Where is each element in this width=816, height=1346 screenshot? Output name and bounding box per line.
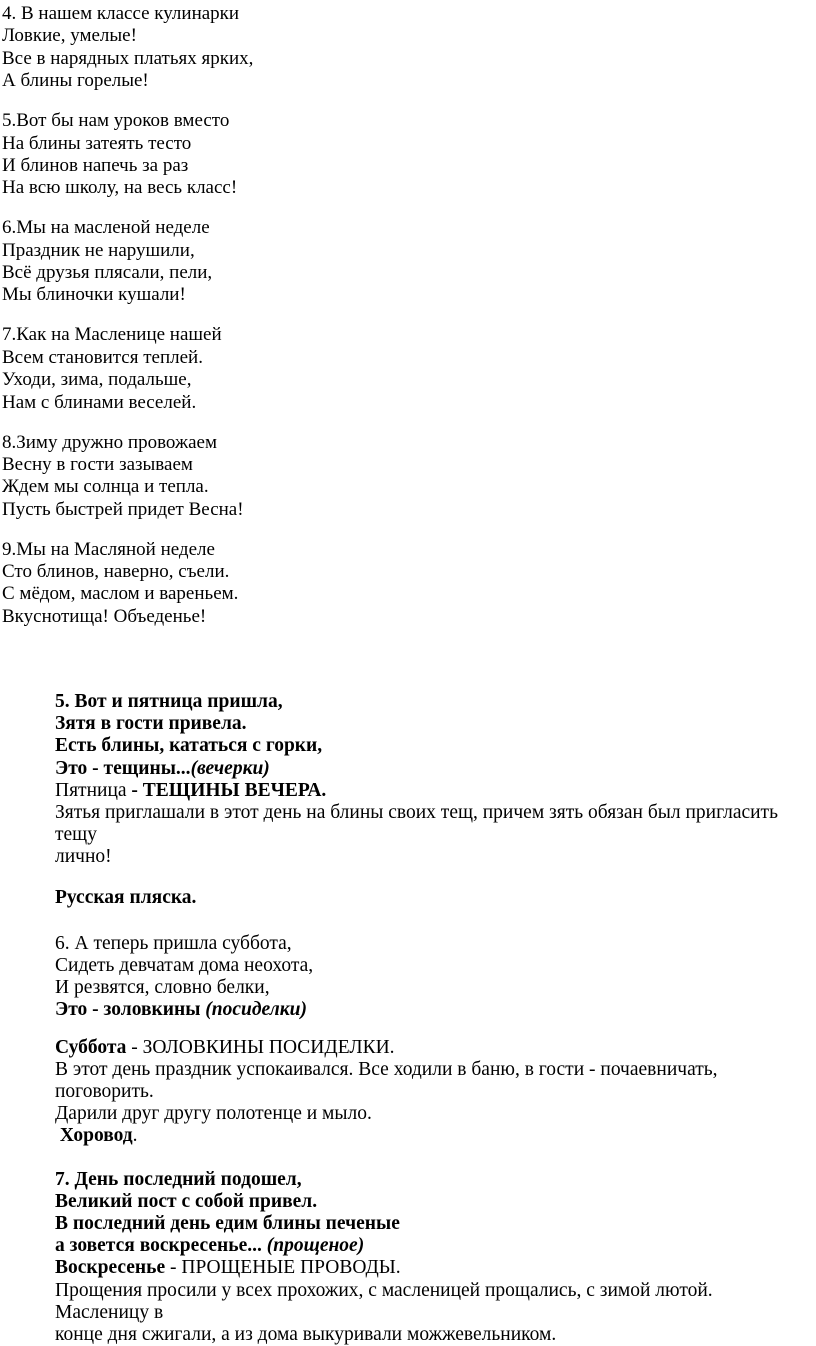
maslenitsa-days-column — [55, 691, 810, 1346]
text-run: Воскресенье — [55, 1257, 166, 1279]
poem-line: 6.Мы на масленой неделе — [2, 217, 210, 239]
text-run: И резвятся, словно белки, — [55, 977, 270, 999]
text-run: лично! — [55, 846, 112, 868]
text-run: 6. А теперь пришла суббота, — [55, 932, 292, 954]
poem-line: И блинов напечь за раз — [2, 154, 189, 176]
text-line — [55, 691, 810, 713]
poem-line: 8.Зиму дружно провожаем — [2, 431, 217, 453]
text-line — [55, 713, 810, 735]
poem-line: Ловкие, умелые! — [2, 25, 137, 47]
poem-line: Сто блинов, наверно, съели. — [2, 561, 230, 583]
text-line — [55, 1059, 810, 1103]
text-line — [55, 887, 810, 909]
poem-line: Всем становится теплей. — [2, 346, 203, 368]
text-run: Суббота — [55, 1036, 127, 1058]
text-run: - ТЕЩИНЫ ВЕЧЕРА. — [131, 779, 327, 801]
poem-line: С мёдом, маслом и вареньем. — [2, 583, 239, 605]
text-run: 5. Вот и пятница пришла, — [55, 691, 283, 712]
text-line — [55, 1169, 810, 1191]
poem-verse-5 — [2, 110, 253, 200]
text-run: Великий пост с собой привел. — [55, 1190, 318, 1212]
text-line — [55, 933, 810, 955]
poem-line: 9.Мы на Масляной неделе — [2, 538, 215, 560]
text-line — [55, 846, 810, 868]
text-line — [55, 1037, 810, 1059]
poem-verse-6 — [2, 217, 253, 307]
text-line — [55, 1280, 810, 1324]
poem-line: Уходи, зима, подальше, — [2, 369, 192, 391]
text-run: а зовется воскресенье... — [55, 1235, 267, 1257]
text-line — [55, 1213, 810, 1235]
text-line — [55, 1103, 810, 1125]
text-line — [55, 780, 810, 802]
poem-line: Всё друзья плясали, пели, — [2, 262, 213, 284]
text-run: 7. День последний подошел, — [55, 1168, 302, 1190]
text-run: Пятница — [55, 779, 132, 801]
text-run: Русская пляска. — [55, 886, 197, 908]
text-run: Хоровод — [59, 1125, 133, 1147]
text-run: Сидеть девчатам дома неохота, — [55, 955, 314, 977]
text-run: - ПРОЩЕНЫЕ ПРОВОДЫ. — [165, 1257, 401, 1279]
text-run: Это - тещины... — [55, 757, 191, 779]
text-run: Зятя в гости привела. — [55, 713, 247, 735]
poem-line: Нам с блинами веселей. — [2, 391, 197, 413]
poem-line: 4. В нашем классе кулинарки — [2, 3, 240, 24]
text-run: Это - золовкины — [55, 999, 206, 1021]
poem-line: А блины горелые! — [2, 70, 149, 92]
poem-column — [2, 3, 253, 628]
poem-line: Праздник не нарушили, — [2, 239, 195, 261]
text-run: В последний день едим блины печеные — [55, 1213, 400, 1235]
text-line — [55, 758, 810, 780]
poem-line: Мы блиночки кушали! — [2, 284, 186, 306]
poem-line: Ждем мы солнца и тепла. — [2, 476, 209, 498]
text-run: (прощеное) — [266, 1235, 365, 1257]
text-line — [55, 1191, 810, 1213]
saturday-description — [55, 1037, 810, 1148]
poem-verse-9 — [2, 539, 253, 629]
poem-verse-8 — [2, 432, 253, 522]
text-run: Прощения просили у всех прохожих, с масленицей прощались, с зимой лютой. Масленицу в — [55, 1279, 718, 1323]
text-line — [55, 977, 810, 999]
text-line — [55, 999, 810, 1021]
poem-line: Пусть быстрей придет Весна! — [2, 498, 244, 520]
poem-verse-4 — [2, 3, 253, 93]
russian-dance-heading — [55, 887, 810, 909]
poem-line: Вкуснотища! Объеденье! — [2, 605, 207, 627]
friday-section — [55, 691, 810, 869]
text-run: . — [132, 1125, 138, 1147]
text-line — [55, 1324, 810, 1346]
poem-line: 5.Вот бы нам уроков вместо — [2, 110, 230, 132]
poem-verse-7 — [2, 324, 253, 414]
poem-line: На блины затеять тесто — [2, 132, 192, 154]
text-run: Дарили друг другу полотенце и мыло. — [55, 1103, 372, 1125]
text-line — [55, 1235, 810, 1257]
text-run: В этот день праздник успокаивался. Все ходили в баню, в гости - почаевничать, поговорить. — [55, 1058, 723, 1103]
poem-line: Весну в гости зазываем — [2, 453, 193, 475]
poem-line: Все в нарядных платьях ярких, — [2, 47, 254, 69]
text-line — [55, 1257, 810, 1279]
text-line — [55, 735, 810, 757]
poem-line: На всю школу, на весь класс! — [2, 177, 238, 199]
text-run: Есть блины, кататься с горки, — [55, 735, 323, 757]
text-line — [55, 1125, 810, 1147]
sunday-section — [55, 1169, 810, 1346]
text-run: - ЗОЛОВКИНЫ ПОСИДЕЛКИ. — [126, 1036, 395, 1058]
text-run: конце дня сжигали, а из дома выкуривали можжевельником. — [55, 1324, 557, 1346]
saturday-verse — [55, 933, 810, 1022]
text-run: (посиделки) — [205, 999, 307, 1021]
text-line — [55, 802, 810, 846]
text-run: Зятья приглашали в этот день на блины своих тещ, причем зять обязан был пригласить тещу — [55, 802, 783, 846]
text-line — [55, 955, 810, 977]
text-run: (вечерки) — [190, 757, 270, 779]
poem-line: 7.Как на Масленице нашей — [2, 324, 222, 346]
